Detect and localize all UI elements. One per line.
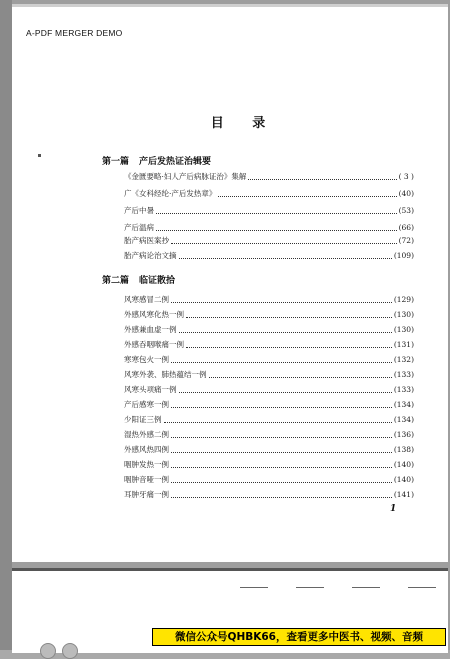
toc-entry-page: (138) [393, 445, 414, 454]
leader-dots [218, 196, 396, 197]
page-number: 1 [390, 504, 397, 514]
toc-entry-page: (140) [393, 475, 414, 484]
toc-entry[interactable] [124, 250, 414, 262]
scan-line [408, 587, 436, 588]
toc-entry[interactable] [124, 294, 414, 306]
toc-entry-page: (40) [398, 189, 414, 198]
chapter-number: 第二篇 [102, 276, 130, 286]
toc-entry-page: (72) [398, 236, 414, 245]
toc-entry[interactable] [124, 399, 414, 411]
toc-entry[interactable] [124, 171, 414, 183]
leader-dots [209, 377, 392, 378]
chapter-heading-1 [102, 154, 211, 167]
toc-entry[interactable] [124, 235, 414, 247]
toc-entry-title: 外感风寒化热一例 [124, 310, 184, 319]
toc-entry-title: 外感风热四例 [124, 445, 169, 454]
toc-entry[interactable] [124, 188, 414, 200]
toc-entry-title: 产后中暑 [124, 206, 154, 215]
toc-entry-page: (130) [393, 325, 414, 334]
chapter-title: 产后发热证治辑要 [139, 157, 212, 167]
leader-dots [171, 497, 392, 498]
toc-entry-title: 风寒头项痛一例 [124, 385, 177, 394]
toc-entry-page: (66) [398, 223, 414, 232]
toc-entry-title: 湿热外感二例 [124, 430, 169, 439]
toc-entry-title: 产后温病 [124, 223, 154, 232]
toc-entry-page: (140) [393, 460, 414, 469]
leader-dots [164, 422, 392, 423]
toc-entry[interactable] [124, 459, 414, 471]
toc-entry-page: ( 3 ) [398, 172, 414, 181]
toc-entry-title: 产后感寒一例 [124, 400, 169, 409]
toc-entry[interactable] [124, 339, 414, 351]
leader-dots [171, 362, 392, 363]
toc-entry-page: (133) [393, 370, 414, 379]
scan-mark [38, 154, 41, 157]
leader-dots [179, 258, 392, 259]
toc-entry-title: 咽肿发热一例 [124, 460, 169, 469]
toc-entry-title: 风寒外袭、肺热蕴结一例 [124, 370, 207, 379]
scan-line [240, 587, 268, 588]
toc-entry[interactable] [124, 324, 414, 336]
toc-entry-title: 少阳证三例 [124, 415, 162, 424]
toc-entry[interactable] [124, 354, 414, 366]
toc-title: 目 录 [210, 116, 278, 131]
leader-dots [186, 347, 392, 348]
leader-dots [171, 243, 397, 244]
toc-entry[interactable] [124, 309, 414, 321]
leader-dots [179, 392, 392, 393]
toc-entry-page: (134) [393, 415, 414, 424]
scan-line [296, 587, 324, 588]
toc-entry[interactable] [124, 429, 414, 441]
watermark-text: A-PDF MERGER DEMO [26, 28, 123, 38]
toc-entry-page: (134) [393, 400, 414, 409]
toc-entry-page: (53) [398, 206, 414, 215]
toc-entry[interactable] [124, 489, 414, 501]
toc-entry-page: (131) [393, 340, 414, 349]
toc-entry-title: 外感兼血虚一例 [124, 325, 177, 334]
toc-entry-page: (136) [393, 430, 414, 439]
toc-entry[interactable] [124, 205, 414, 217]
viewer-side-panel [0, 0, 12, 650]
toc-entry-page: (141) [393, 490, 414, 499]
promo-banner: 微信公众号QHBK66，查看更多中医书、视频、音频 [152, 628, 446, 646]
leader-dots [156, 230, 397, 231]
chapter-number: 第一篇 [102, 157, 130, 167]
scan-line [352, 587, 380, 588]
toc-entry-title: 外感吞咽喉痛一例 [124, 340, 184, 349]
leader-dots [156, 213, 397, 214]
toc-entry-title: 寒寒包火一例 [124, 355, 169, 364]
toc-entry-title: 广《女科经纶·产后发热章》 [124, 189, 217, 198]
toc-entry[interactable] [124, 474, 414, 486]
leader-dots [171, 437, 392, 438]
page-top-edge [12, 4, 448, 7]
toc-entry-title: 胎产病医案抄 [124, 236, 169, 245]
toc-entry[interactable] [124, 414, 414, 426]
toc-entry-title: 耳肿牙痛一例 [124, 490, 169, 499]
leader-dots [248, 179, 396, 180]
chapter-title: 临证散拾 [139, 276, 176, 286]
toc-entry-title: 风寒感冒二例 [124, 295, 169, 304]
leader-dots [171, 452, 392, 453]
toc-entry[interactable] [124, 384, 414, 396]
nav-circle-icon[interactable] [40, 643, 56, 659]
toc-entry-page: (133) [393, 385, 414, 394]
toc-entry[interactable] [124, 369, 414, 381]
toc-entry[interactable] [124, 444, 414, 456]
toc-entry-page: (132) [393, 355, 414, 364]
toc-entry[interactable] [124, 222, 414, 234]
toc-entry-title: 咽肿音哑一例 [124, 475, 169, 484]
toc-entry-title: 胎产病论治文摘 [124, 251, 177, 260]
leader-dots [171, 482, 392, 483]
leader-dots [171, 467, 392, 468]
leader-dots [171, 407, 392, 408]
toc-entry-page: (130) [393, 310, 414, 319]
leader-dots [171, 302, 392, 303]
pdf-page [12, 4, 448, 562]
chapter-heading-2 [102, 273, 175, 286]
leader-dots [179, 332, 392, 333]
toc-entry-title: 《金匮要略·妇人产后病脉证治》集解 [124, 172, 247, 181]
leader-dots [186, 317, 392, 318]
toc-entry-page: (129) [393, 295, 414, 304]
toc-entry-page: (109) [393, 251, 414, 260]
nav-circle-icon[interactable] [62, 643, 78, 659]
